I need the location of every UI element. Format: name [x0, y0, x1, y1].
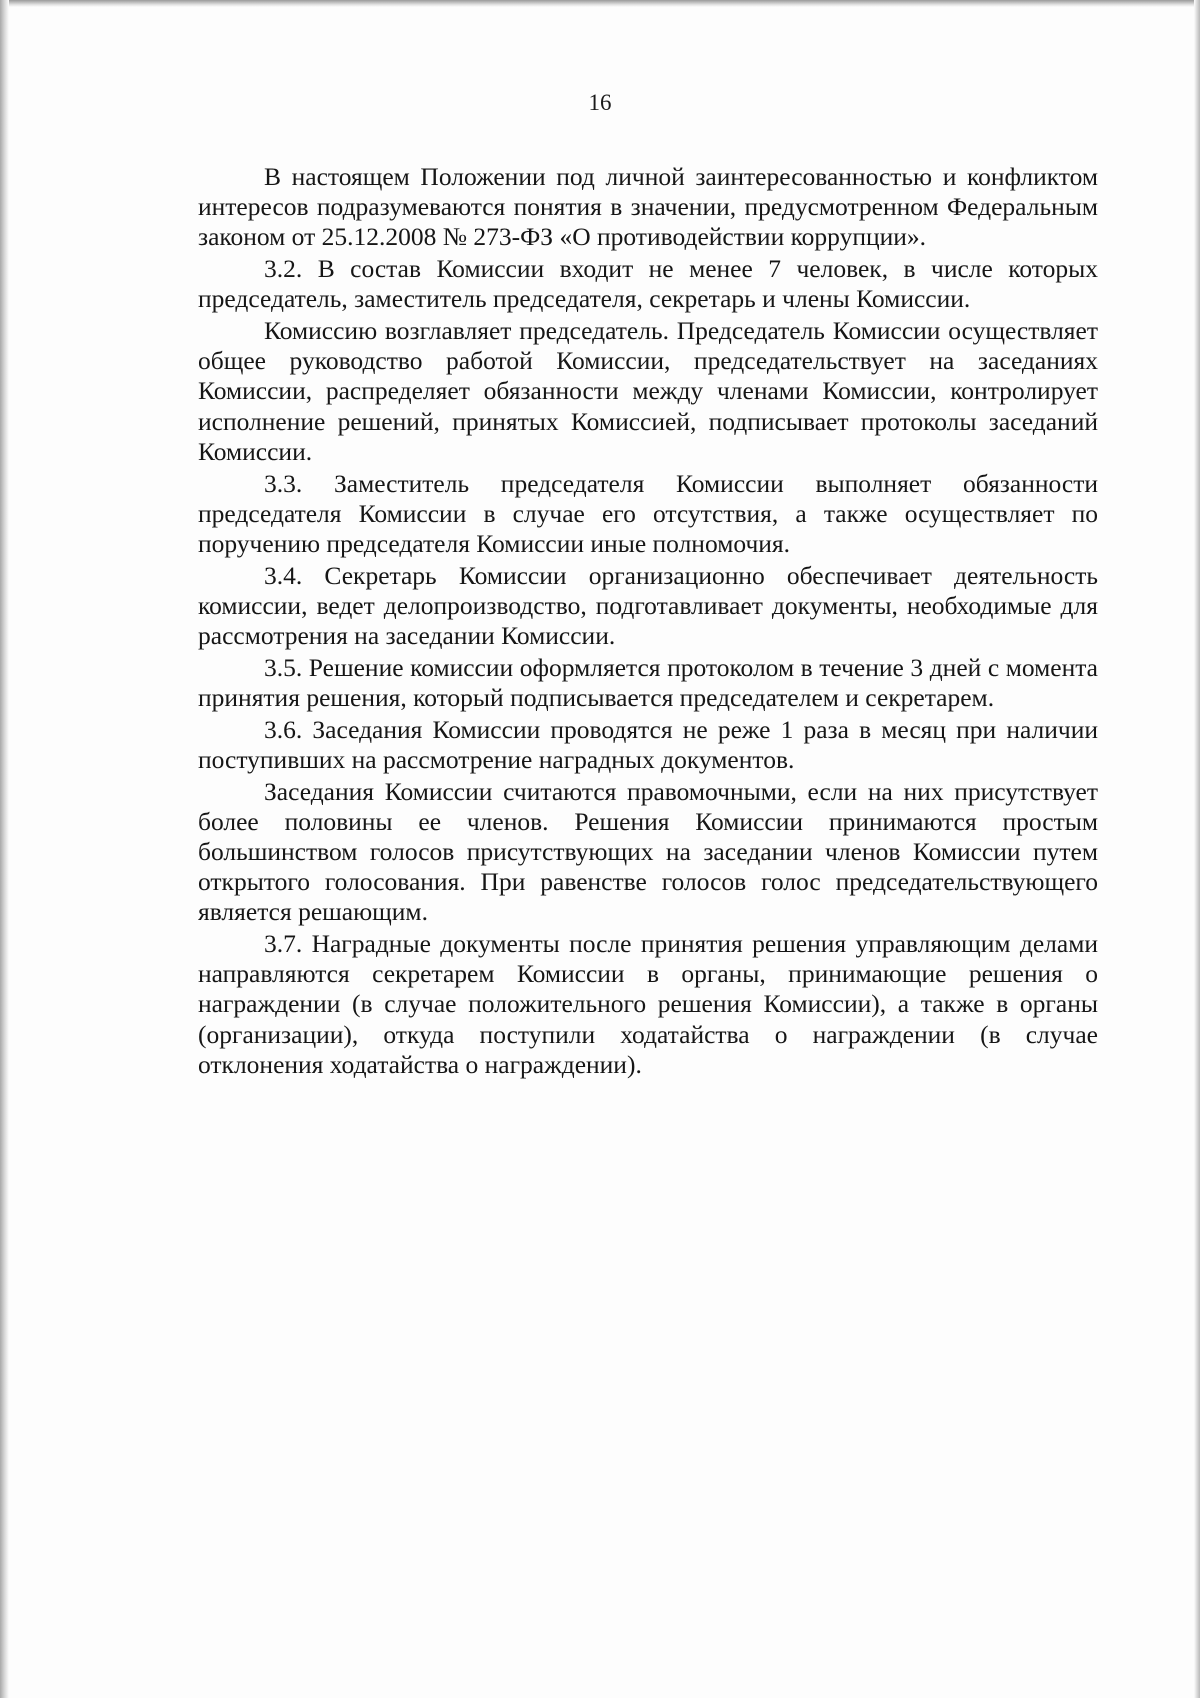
paragraph: В настоящем Положении под личной заинтересованностью и конфликтом интересов подразумеваются понятия в значении, предусмотренном Федеральным законом от 25.12.2008 № 273-ФЗ «О противодействии коррупции».: [198, 162, 1098, 252]
document-body: [198, 162, 1098, 1082]
paragraph: 3.2. В состав Комиссии входит не менее 7 человек, в числе которых председатель, заместитель председателя, секретарь и члены Комиссии.: [198, 254, 1098, 314]
paragraph: 3.3. Заместитель председателя Комиссии выполняет обязанности председателя Комиссии в случае его отсутствия, а также осуществляет по поручению председателя Комиссии иные полномочия.: [198, 468, 1098, 558]
page-number: 16: [588, 90, 612, 115]
scan-edge-top: [0, 0, 1200, 7]
scan-edge-right: [1194, 0, 1200, 1698]
scan-edge-left: [0, 0, 9, 1698]
paragraph: 3.6. Заседания Комиссии проводятся не реже 1 раза в месяц при наличии поступивших на рассмотрение наградных документов.: [198, 714, 1098, 774]
paragraph: 3.5. Решение комиссии оформляется протоколом в течение 3 дней с момента принятия решения, который подписывается председателем и секретарем.: [198, 652, 1098, 712]
paragraph: 3.7. Наградные документы после принятия решения управляющим делами направляются секретарем Комиссии в органы, принимающие решения о награждении (в случае положительного решения Комиссии), а также в органы (организации), откуда поступили ходатайства о награждении (в случае отклонения ходатайства о награждении).: [198, 929, 1098, 1079]
paragraph: 3.4. Секретарь Комиссии организационно обеспечивает деятельность комиссии, ведет делопроизводство, подготавливает документы, необходимые для рассмотрения на заседании Комиссии.: [198, 560, 1098, 651]
paragraph: Заседания Комиссии считаются правомочными, если на них присутствует более половины ее членов. Решения Комиссии принимаются простым большинством голосов присутствующих на заседании членов Комиссии путем открытого голосования. При равенстве голосов голос председательствующего является решающим.: [198, 776, 1098, 927]
paragraph: Комиссию возглавляет председатель. Председатель Комиссии осуществляет общее руководство работой Комиссии, председательствует на заседаниях Комиссии, распределяет обязанности между членами Комиссии, контролирует исполнение решений, принятых Комиссией, подписывает протоколы заседаний Комиссии.: [198, 316, 1098, 466]
